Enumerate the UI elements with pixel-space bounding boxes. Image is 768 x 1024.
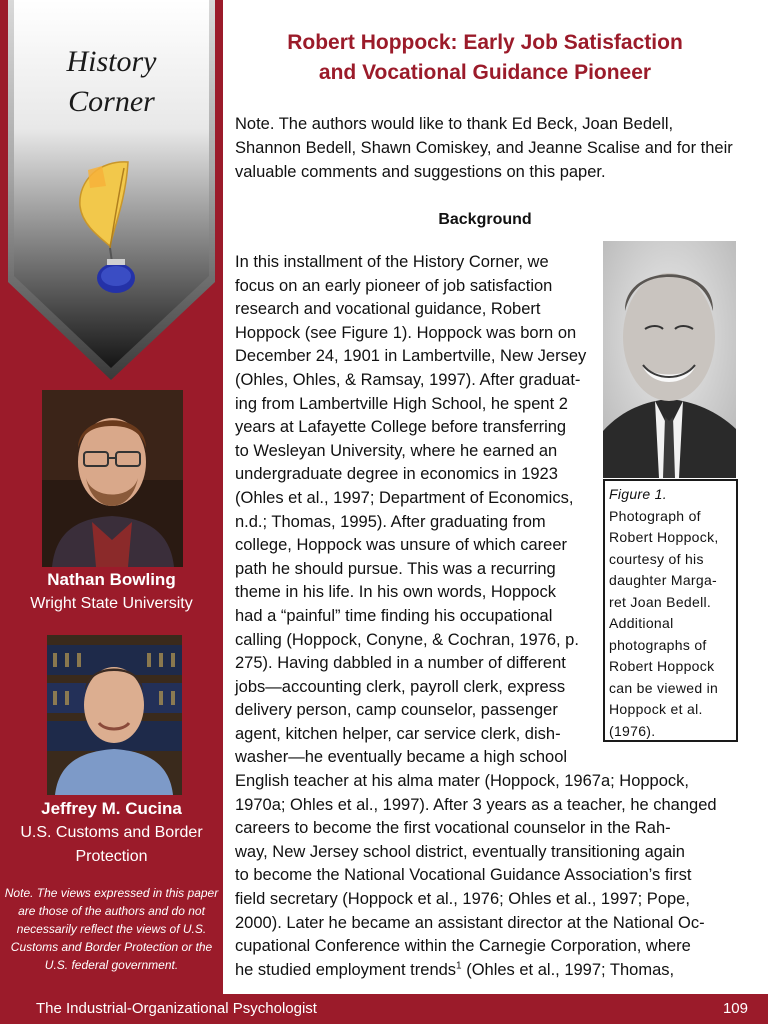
author-affiliation: Wright State University	[30, 595, 193, 612]
robert-hoppock-photo	[603, 241, 736, 478]
nathan-bowling-photo	[42, 390, 183, 567]
article-title: Robert Hoppock: Early Job Satisfaction and Vocational Guidance Pioneer	[287, 31, 683, 84]
banner-title: History Corner	[66, 45, 157, 118]
author-name: Jeffrey M. Cucina	[41, 799, 182, 818]
footnote-marker[interactable]: 1	[456, 960, 462, 972]
disclaimer-note: Note. The views expressed in this paper are those of the authors and do not necessarily reflect the views of U.S. Customs and Border Protection or the U.S. federal government.	[4, 886, 219, 972]
author-jeffrey-cucina	[0, 797, 223, 869]
jeffrey-cucina-photo	[47, 635, 182, 795]
author-name: Nathan Bowling	[47, 570, 176, 589]
quill-inkwell-icon	[70, 158, 150, 298]
section-heading: Background	[438, 211, 532, 228]
author-affiliation: U.S. Customs and Border	[20, 824, 203, 841]
sidebar	[0, 0, 223, 994]
history-corner-banner	[8, 0, 215, 380]
author-nathan-bowling	[0, 568, 223, 616]
journal-name: The Industrial-Organizational Psychologist	[36, 1000, 317, 1017]
article-header	[235, 28, 735, 232]
page-number: 109	[722, 1000, 748, 1017]
figure-label: Figure 1.	[609, 486, 667, 502]
author-affiliation-cont: Protection	[75, 848, 148, 865]
acknowledgment-note: Note. The authors would like to thank Ed Beck, Joan Bedell, Shannon Bedell, Shawn Comiskey, and Jeanne Scalise and for their valuable comments and suggestions on this paper.	[235, 115, 733, 181]
article-body: In this installment of the History Corner, we focus on an early pioneer of job satisfaction research and vocational guidance, Robert Hoppock (see Figure 1). Hoppock was born on December 24, 1901 in Lambertville, New Jersey (Ohles, Ohles, & Ramsay, 1997). After graduat- ing from Lambertville High School, he spent 2 years at Lafayette College before transferring to Wesleyan University, where he earned an undergraduate degree in economics in 1923 (Ohles et al., 1997; Department of Economics, n.d.; Thomas, 1995). After graduating from college, Hoppock was unsure of which career path he should pursue. This was a recurring theme in his life. In his own words, Hoppock had a “painful” time finding his occupational calling (Hoppock, Conyne, & Cochran, 1976, p. 275). Having dabbled in a number of different jobs—accounting clerk, payroll clerk, express delivery person, camp counselor, passenger agent, kitchen helper, car service clerk, dish- washer—he eventually became a high school English teacher at his alma mater (Hoppock, 1967a; Hoppock, 1970a; Ohles et al., 1997). After 3 years as a teacher, he changed careers to become the first vocational counselor in the Rah- way, New Jersey school district, eventually transitioning again to become the National Vocational Guidance Association’s first field secretary (Hoppock et al., 1976; Ohles et al., 1997; Pope, 2000). Later he became an assistant director at the National Oc- cupational Conference within the Carnegie Corporation, where he studied employment trends$^1$ (Ohles et al., 1997; Thomas,	[235, 253, 717, 979]
page-footer	[0, 994, 768, 1024]
figure-caption: Figure 1. Photograph of Robert Hoppock, courtesy of his daughter Marga- ret Joan Bedell. Additional photographs of Robert Hoppock can be viewed in Hoppock et al. (1976).	[603, 479, 738, 742]
